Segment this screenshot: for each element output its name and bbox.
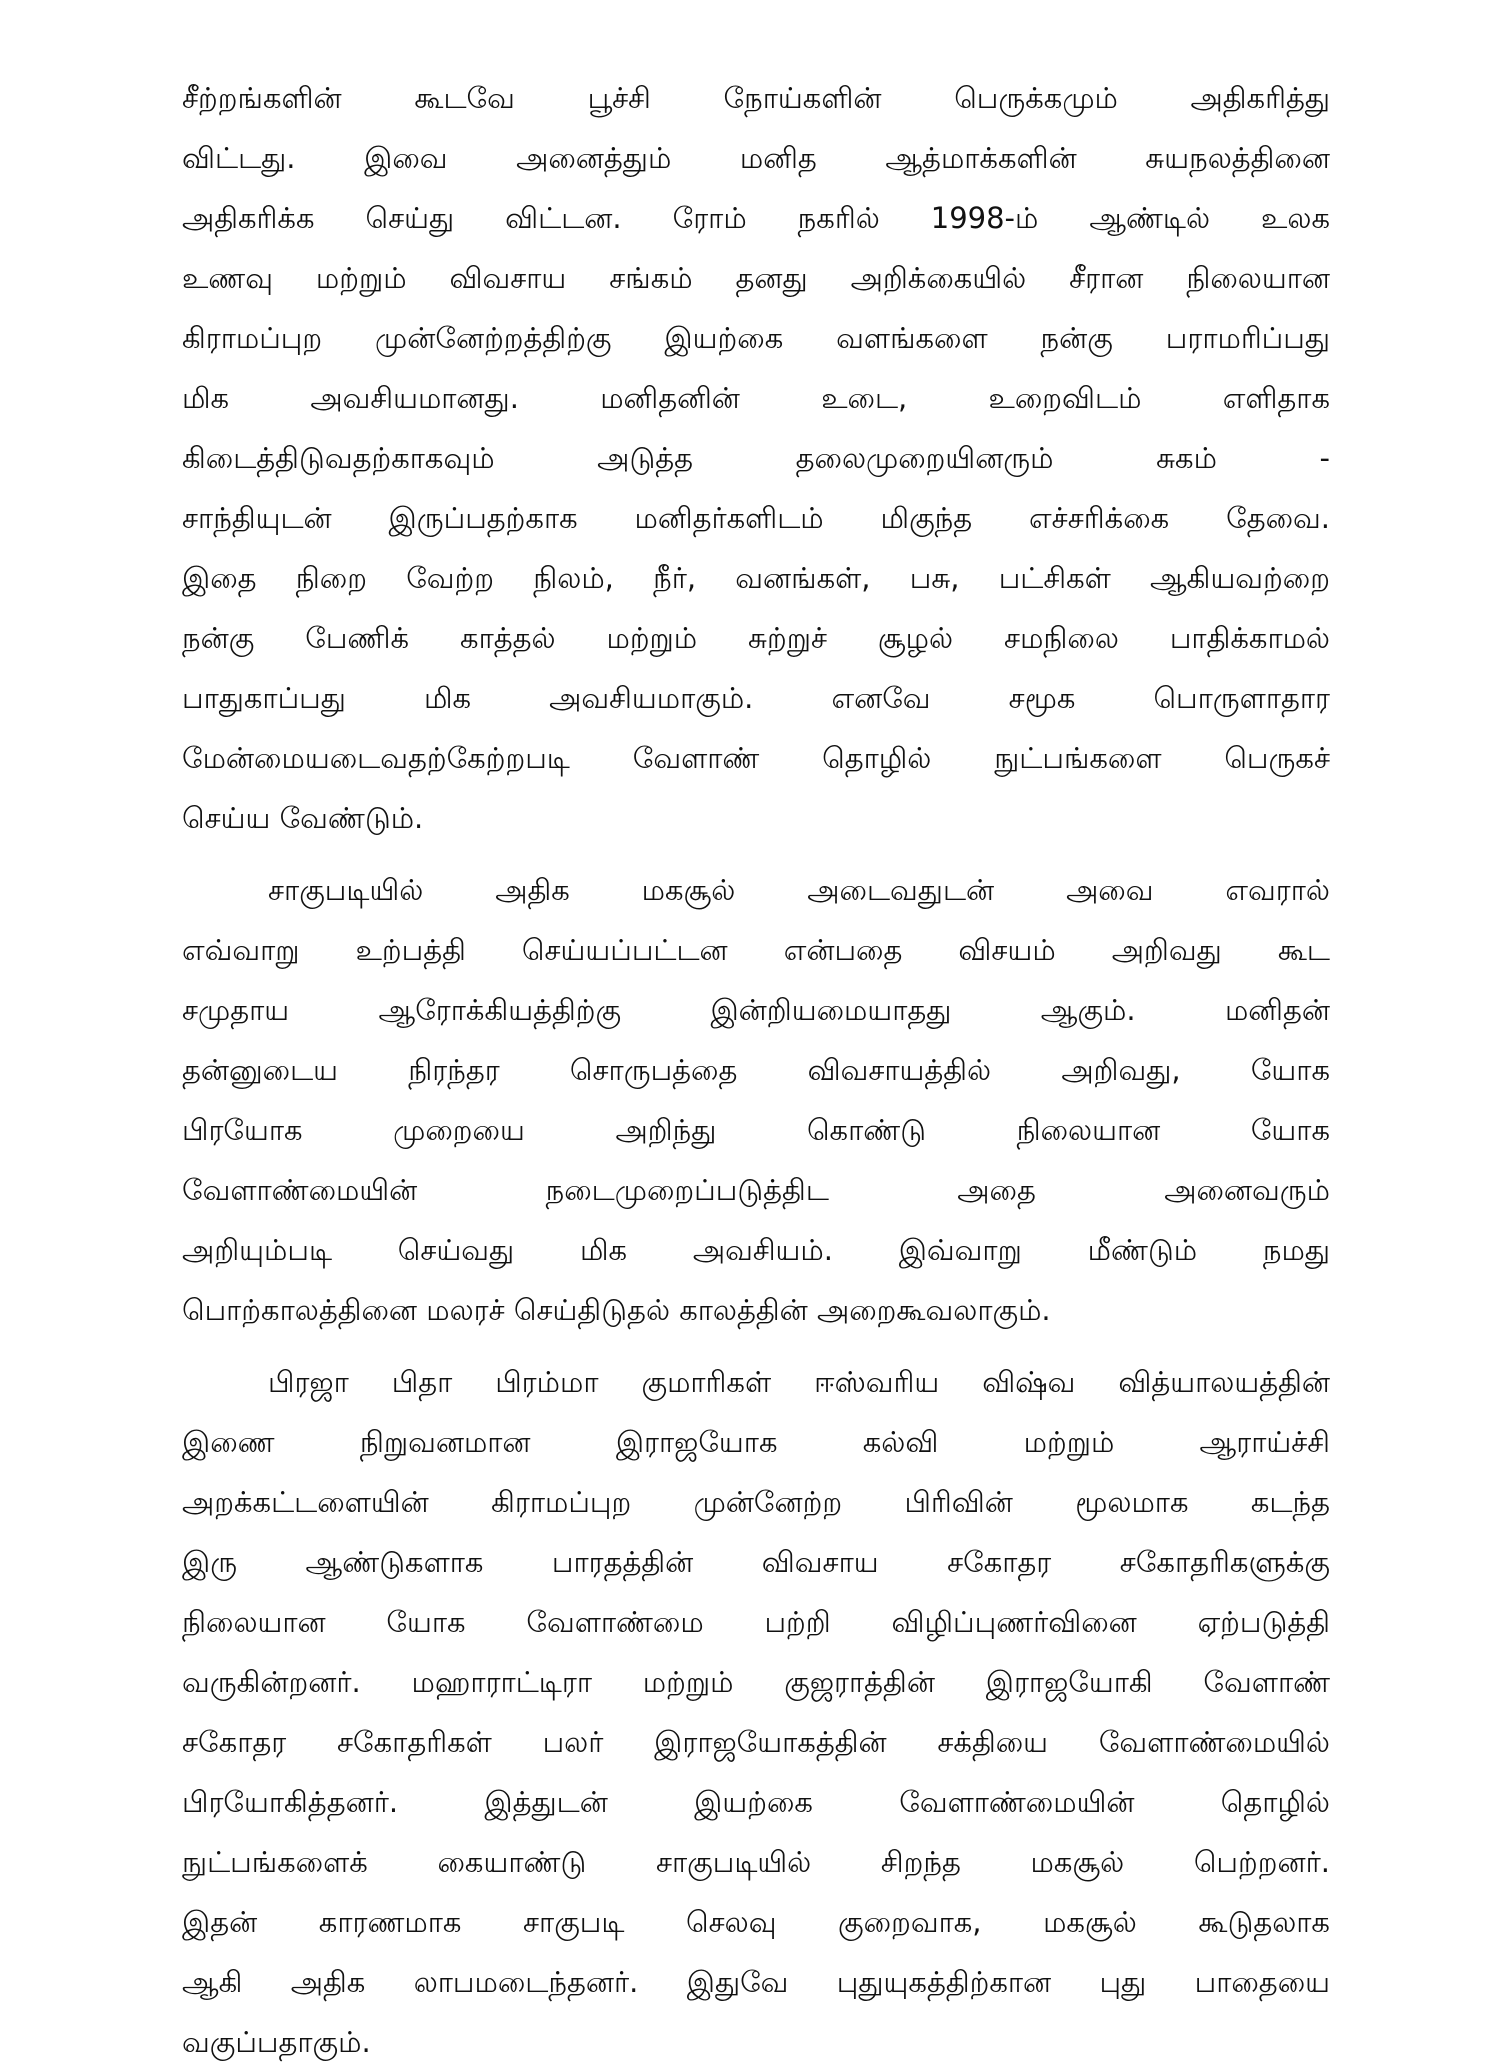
text-line: மிக அவசியமானது. மனிதனின் உடை, உறைவிடம் எளிதாக xyxy=(182,381,1330,415)
text-line: கிடைத்திடுவதற்காகவும் அடுத்த தலைமுறையினரும் சுகம் - xyxy=(182,441,1330,475)
text-line: மேன்மையடைவதற்கேற்றபடி வேளாண் தொழில் நுட்பங்களை பெருகச் xyxy=(182,741,1330,775)
text-line: நுட்பங்களைக் கையாண்டு சாகுபடியில் சிறந்த மகசூல் பெற்றனர். xyxy=(182,1845,1330,1879)
text-line: பொற்காலத்தினை மலரச் செய்திடுதல் காலத்தின் அறைகூவலாகும். xyxy=(182,1293,1051,1327)
text-line: ஆகி அதிக லாபமடைந்தனர். இதுவே புதுயுகத்திற்கான புது பாதையை xyxy=(182,1965,1330,1999)
paragraph-2 xyxy=(182,860,1330,1340)
text-line: அறியும்படி செய்வது மிக அவசியம். இவ்வாறு மீண்டும் நமது xyxy=(182,1233,1330,1267)
text-line: வருகின்றனர். மஹாராட்டிரா மற்றும் குஜராத்தின் இராஜயோகி வேளாண் xyxy=(182,1665,1330,1699)
text-line: நிலையான யோக வேளாண்மை பற்றி விழிப்புணர்வினை ஏற்படுத்தி xyxy=(182,1605,1330,1639)
text-line: செய்ய வேண்டும். xyxy=(182,801,424,835)
text-line: எவ்வாறு உற்பத்தி செய்யப்பட்டன என்பதை விசயம் அறிவது கூட xyxy=(182,933,1330,967)
text-line: சமுதாய ஆரோக்கியத்திற்கு இன்றியமையாதது ஆகும். மனிதன் xyxy=(182,993,1330,1027)
text-line: இதன் காரணமாக சாகுபடி செலவு குறைவாக, மகசூல் கூடுதலாக xyxy=(182,1905,1330,1939)
text-line: சகோதர சகோதரிகள் பலர் இராஜயோகத்தின் சக்தியை வேளாண்மையில் xyxy=(182,1725,1330,1759)
text-line: பிரயோக முறையை அறிந்து கொண்டு நிலையான யோக xyxy=(182,1113,1330,1147)
text-line: இரு ஆண்டுகளாக பாரதத்தின் விவசாய சகோதர சகோதரிகளுக்கு xyxy=(182,1545,1330,1579)
text-line: பிரயோகித்தனர். இத்துடன் இயற்கை வேளாண்மையின் தொழில் xyxy=(182,1785,1330,1819)
text-line: கிராமப்புற முன்னேற்றத்திற்கு இயற்கை வளங்களை நன்கு பராமரிப்பது xyxy=(182,321,1330,355)
text-line: வேளாண்மையின் நடைமுறைப்படுத்திட அதை அனைவரும் xyxy=(182,1173,1330,1207)
document-page xyxy=(182,68,1330,2072)
text-line: அதிகரிக்க செய்து விட்டன. ரோம் நகரில் 1998-ம் ஆண்டில் உலக xyxy=(182,201,1330,235)
text-line: சாகுபடியில் அதிக மகசூல் அடைவதுடன் அவை எவரால் xyxy=(268,873,1330,907)
text-line: பிரஜா பிதா பிரம்மா குமாரிகள் ஈஸ்வரிய விஷ்வ வித்யாலயத்தின் xyxy=(268,1365,1330,1399)
text-line: விட்டது. இவை அனைத்தும் மனித ஆத்மாக்களின் சுயநலத்தினை xyxy=(182,141,1330,175)
text-line: இணை நிறுவனமான இராஜயோக கல்வி மற்றும் ஆராய்ச்சி xyxy=(182,1425,1330,1459)
text-line: இதை நிறை வேற்ற நிலம், நீர், வனங்கள், பசு, பட்சிகள் ஆகியவற்றை xyxy=(182,561,1330,595)
paragraph-3 xyxy=(182,1352,1330,2072)
text-line: சாந்தியுடன் இருப்பதற்காக மனிதர்களிடம் மிகுந்த எச்சரிக்கை தேவை. xyxy=(182,501,1330,535)
paragraph-1 xyxy=(182,68,1330,848)
text-line: சீற்றங்களின் கூடவே பூச்சி நோய்களின் பெருக்கமும் அதிகரித்து xyxy=(182,81,1330,115)
text-line: அறக்கட்டளையின் கிராமப்புற முன்னேற்ற பிரிவின் மூலமாக கடந்த xyxy=(182,1485,1330,1519)
text-line: நன்கு பேணிக் காத்தல் மற்றும் சுற்றுச் சூழல் சமநிலை பாதிக்காமல் xyxy=(182,621,1330,655)
text-line: உணவு மற்றும் விவசாய சங்கம் தனது அறிக்கையில் சீரான நிலையான xyxy=(182,261,1330,295)
text-line: பாதுகாப்பது மிக அவசியமாகும். எனவே சமூக பொருளாதார xyxy=(182,681,1330,715)
text-line: வகுப்பதாகும். xyxy=(182,2025,371,2059)
text-line: தன்னுடைய நிரந்தர சொருபத்தை விவசாயத்தில் அறிவது, யோக xyxy=(182,1053,1330,1087)
